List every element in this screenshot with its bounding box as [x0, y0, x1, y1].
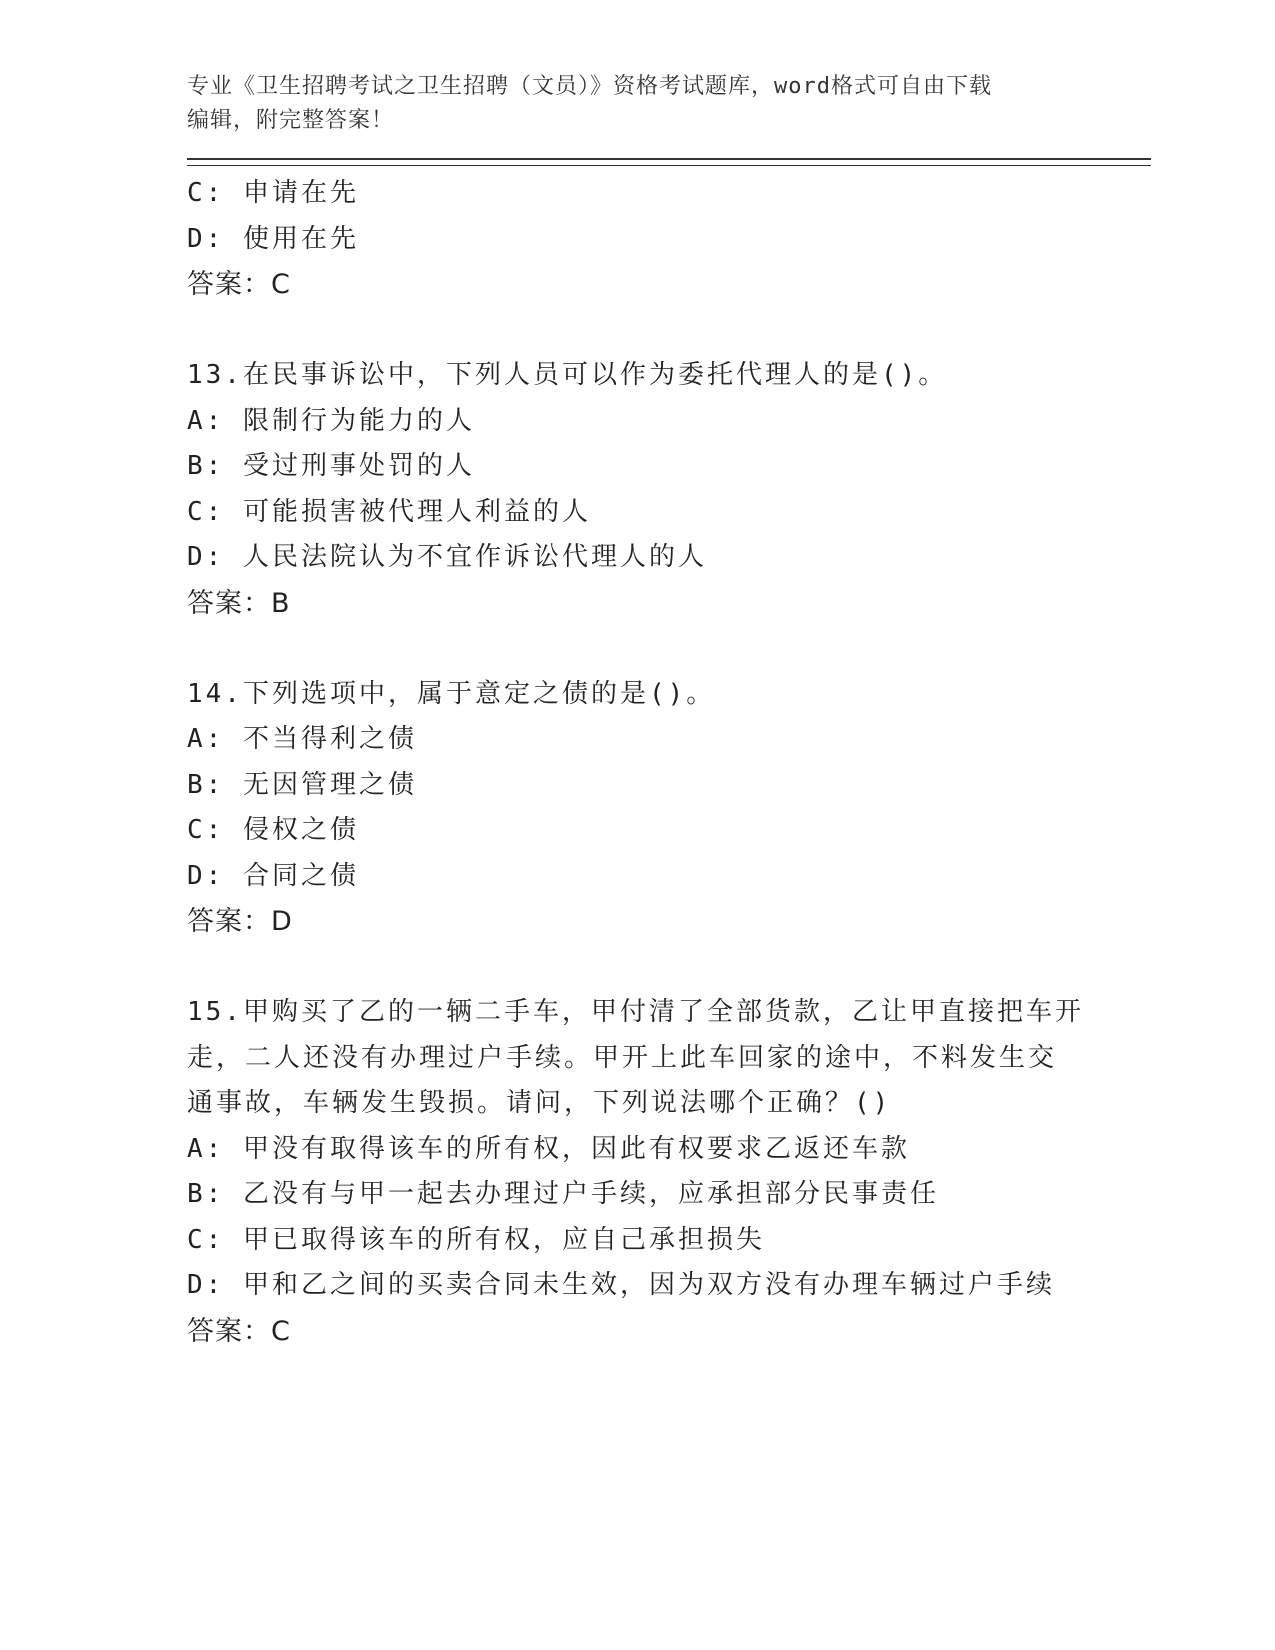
option-c: C: 甲已取得该车的所有权，应自己承担损失 [187, 1224, 765, 1255]
option-c: C: 可能损害被代理人利益的人 [187, 496, 591, 527]
option-c: C: 侵权之债 [187, 815, 359, 845]
option-b: B: 无因管理之债 [187, 769, 417, 800]
header-line-1: 专业《卫生招聘考试之卫生招聘（文员）》资格考试题库，word格式可自由下载 [187, 74, 992, 99]
answer-line: 答案：B [187, 587, 291, 619]
previous-question-tail [187, 171, 1137, 308]
option-d: D: 甲和乙之间的买卖合同未生效，因为双方没有办理车辆过户手续 [187, 1270, 1055, 1300]
question-14 [187, 672, 1137, 945]
spacer [187, 945, 1137, 991]
spacer [187, 626, 1137, 672]
question-13 [187, 353, 1137, 626]
option-a: A: 不当得利之债 [187, 724, 417, 754]
option-a: A: 限制行为能力的人 [187, 405, 475, 436]
answer-line: 答案：C [187, 269, 291, 300]
option-c: C: 申请在先 [187, 178, 359, 208]
header-line-2: 编辑，附完整答案！ [187, 108, 395, 133]
header-divider [187, 158, 1151, 166]
spacer [187, 308, 1137, 354]
document-header [187, 70, 1067, 138]
option-d: D: 人民法院认为不宜作诉讼代理人的人 [187, 542, 707, 572]
answer-line: 答案：C [187, 1315, 291, 1347]
option-d: D: 使用在先 [187, 223, 359, 254]
question-stem-line-2: 走，二人还没有办理过户手续。甲开上此车回家的途中，不料发生交 [187, 1042, 1058, 1073]
option-d: D: 合同之债 [187, 860, 359, 891]
option-b: B: 乙没有与甲一起去办理过户手续，应承担部分民事责任 [187, 1179, 939, 1209]
question-15 [187, 990, 1137, 1354]
question-stem: 13.在民事诉讼中，下列人员可以作为委托代理人的是()。 [187, 360, 948, 390]
answer-line: 答案：D [187, 906, 293, 937]
document-page [187, 70, 1137, 1354]
question-content [187, 171, 1137, 1354]
question-stem: 14.下列选项中，属于意定之债的是()。 [187, 678, 716, 709]
option-a: A: 甲没有取得该车的所有权，因此有权要求乙返还车款 [187, 1133, 910, 1164]
question-stem-line-3: 通事故，车辆发生毁损。请问，下列说法哪个正确？() [187, 1088, 892, 1118]
option-b: B: 受过刑事处罚的人 [187, 451, 475, 481]
question-stem-line-1: 15.甲购买了乙的一辆二手车，甲付清了全部货款，乙让甲直接把车开 [187, 997, 1084, 1027]
